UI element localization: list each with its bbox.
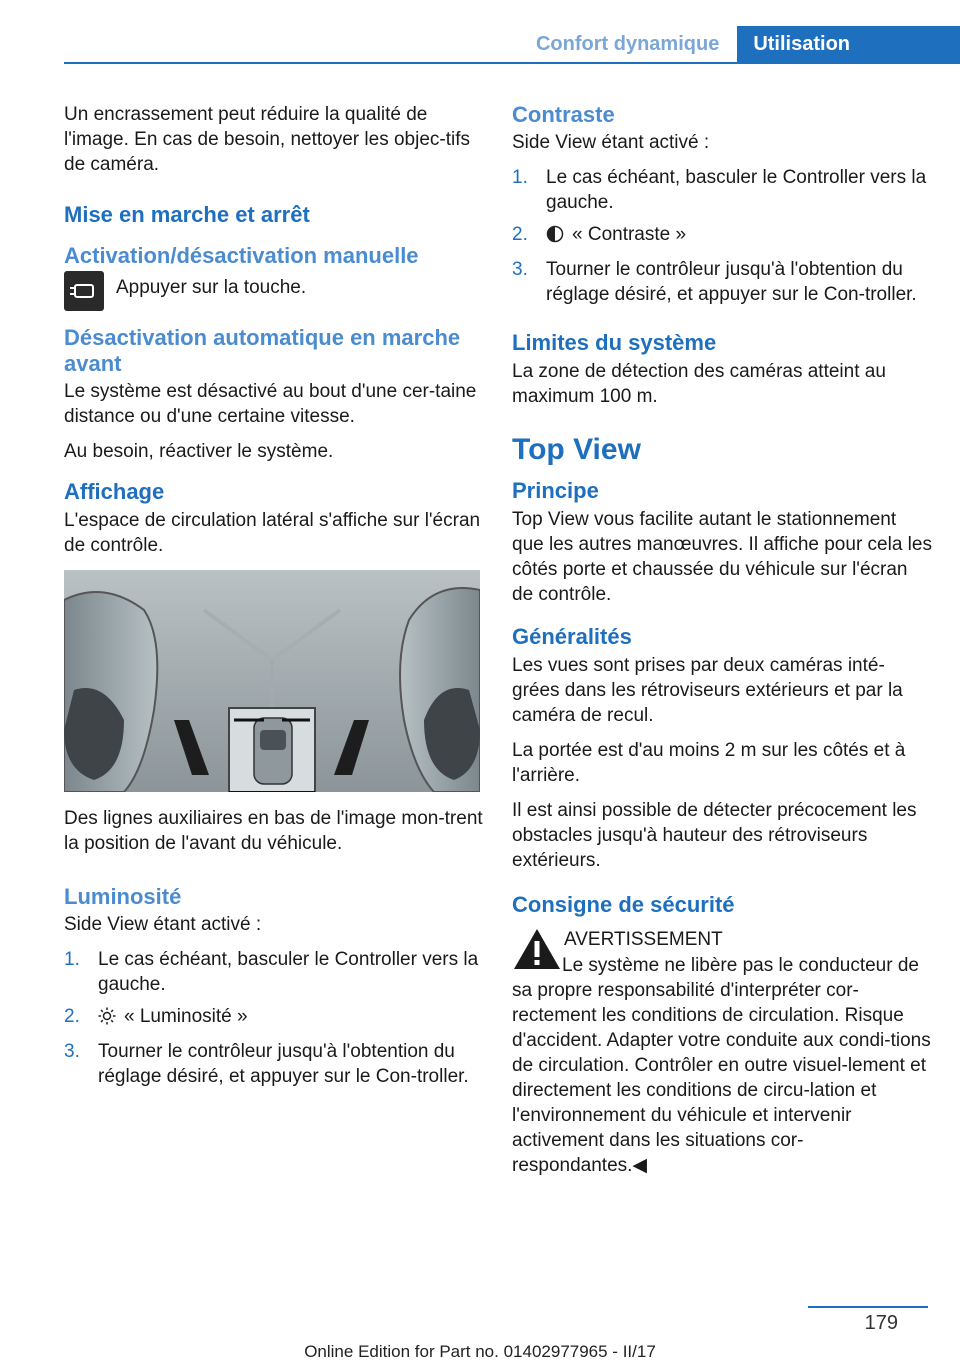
heading-on-off: Mise en marche et arrêt xyxy=(64,202,310,227)
principle-paragraph: Top View vous facilite autant le stationnement que les autres manœuvres. Il affiche pour cela les côtés porte et chaussée du véhicule sur l'écran de contrôle. xyxy=(512,509,932,605)
edition-footer: Online Edition for Part no. 01402977965 - II/17 xyxy=(304,1342,656,1361)
list-item: 2. « Luminosité » xyxy=(64,1004,484,1032)
heading-auto-off: Désactivation automatique en marche avant xyxy=(64,325,461,376)
header-section-tab[interactable]: Confort dynamique xyxy=(535,33,720,55)
contrast-circle-icon xyxy=(546,225,564,250)
footer-rule xyxy=(808,1306,928,1308)
auto-off-paragraph-2: Au besoin, réactiver le système. xyxy=(64,441,334,462)
warning-triangle-icon xyxy=(512,927,562,971)
heading-general: Généralités xyxy=(512,624,632,649)
general-paragraph-2: La portée est d'au moins 2 m sur les côtés et à l'arrière. xyxy=(512,740,906,786)
warning-text: Le système ne libère pas le conducteur de sa propre responsabilité d'interpréter cor-rectement les conditions de circulation. Risque d'accident. Adapter votre conduite aux condi-tions de circulation. Contrôler en outre visuel-lement et directement les conditions de circu-lation et l'environnement du véhicule et intervenir activement dans les situations cor-respondantes.◀ xyxy=(512,955,931,1176)
right-column xyxy=(512,102,932,1178)
auto-off-paragraph-1: Le système est désactivé au bout d'une cer-taine distance ou d'une certaine vitesse. xyxy=(64,381,477,427)
display-paragraph: L'espace de circulation latéral s'affiche sur l'écran de contrôle. xyxy=(64,510,481,556)
warning-title: AVERTISSEMENT xyxy=(564,929,723,950)
contrast-steps xyxy=(512,165,932,307)
header-tabs xyxy=(536,26,960,62)
warning-box xyxy=(512,927,932,1178)
intro-paragraph: Un encrassement peut réduire la qualité de l'image. En cas de besoin, nettoyer les objec-tifs de caméra. xyxy=(64,104,471,175)
press-button-text: Appuyer sur la touche. xyxy=(116,277,307,298)
list-item: 3. Tourner le contrôleur jusqu'à l'obtention du réglage désiré, et appuyer sur le Con-troller. xyxy=(512,259,917,305)
limits-paragraph: La zone de détection des caméras atteint au maximum 100 m. xyxy=(512,361,886,407)
list-item: 1. Le cas échéant, basculer le Controller vers la gauche. xyxy=(64,949,479,995)
heading-contrast: Contraste xyxy=(512,102,615,127)
left-column xyxy=(64,102,484,1099)
list-item: 1. Le cas échéant, basculer le Controller vers la gauche. xyxy=(512,167,927,213)
general-paragraph-1: Les vues sont prises par deux caméras inté-grées dans les rétroviseurs extérieurs et par la caméra de recul. xyxy=(512,655,903,726)
image-caption: Des lignes auxiliaires en bas de l'image mon-trent la position de l'avant du véhicule. xyxy=(64,808,483,854)
heading-top-view: Top View xyxy=(512,433,641,466)
contrast-intro: Side View étant activé : xyxy=(512,132,710,153)
general-paragraph-3: Il est ainsi possible de détecter précocement les obstacles jusqu'à hauteur des rétroviseurs extérieurs. xyxy=(512,800,917,871)
side-view-camera-icon xyxy=(64,271,104,311)
list-item: 3. Tourner le contrôleur jusqu'à l'obtention du réglage désiré, et appuyer sur le Con-troller. xyxy=(64,1041,469,1087)
heading-manual: Activation/désactivation manuelle xyxy=(64,243,419,268)
heading-display: Affichage xyxy=(64,479,165,504)
list-item: 2. « Contraste » xyxy=(512,222,932,250)
side-view-camera-image xyxy=(64,570,480,792)
header-rule xyxy=(64,62,960,64)
heading-brightness: Luminosité xyxy=(64,884,182,909)
heading-system-limits: Limites du système xyxy=(512,330,717,355)
heading-principle: Principe xyxy=(512,478,599,503)
heading-safety: Consigne de sécurité xyxy=(512,892,735,917)
page-number: 179 xyxy=(864,1312,898,1334)
header-chapter-tab[interactable]: Utilisation xyxy=(737,26,960,62)
button-instruction xyxy=(64,271,484,311)
brightness-sun-icon xyxy=(98,1007,116,1032)
brightness-steps xyxy=(64,947,484,1089)
brightness-intro: Side View étant activé : xyxy=(64,914,262,935)
